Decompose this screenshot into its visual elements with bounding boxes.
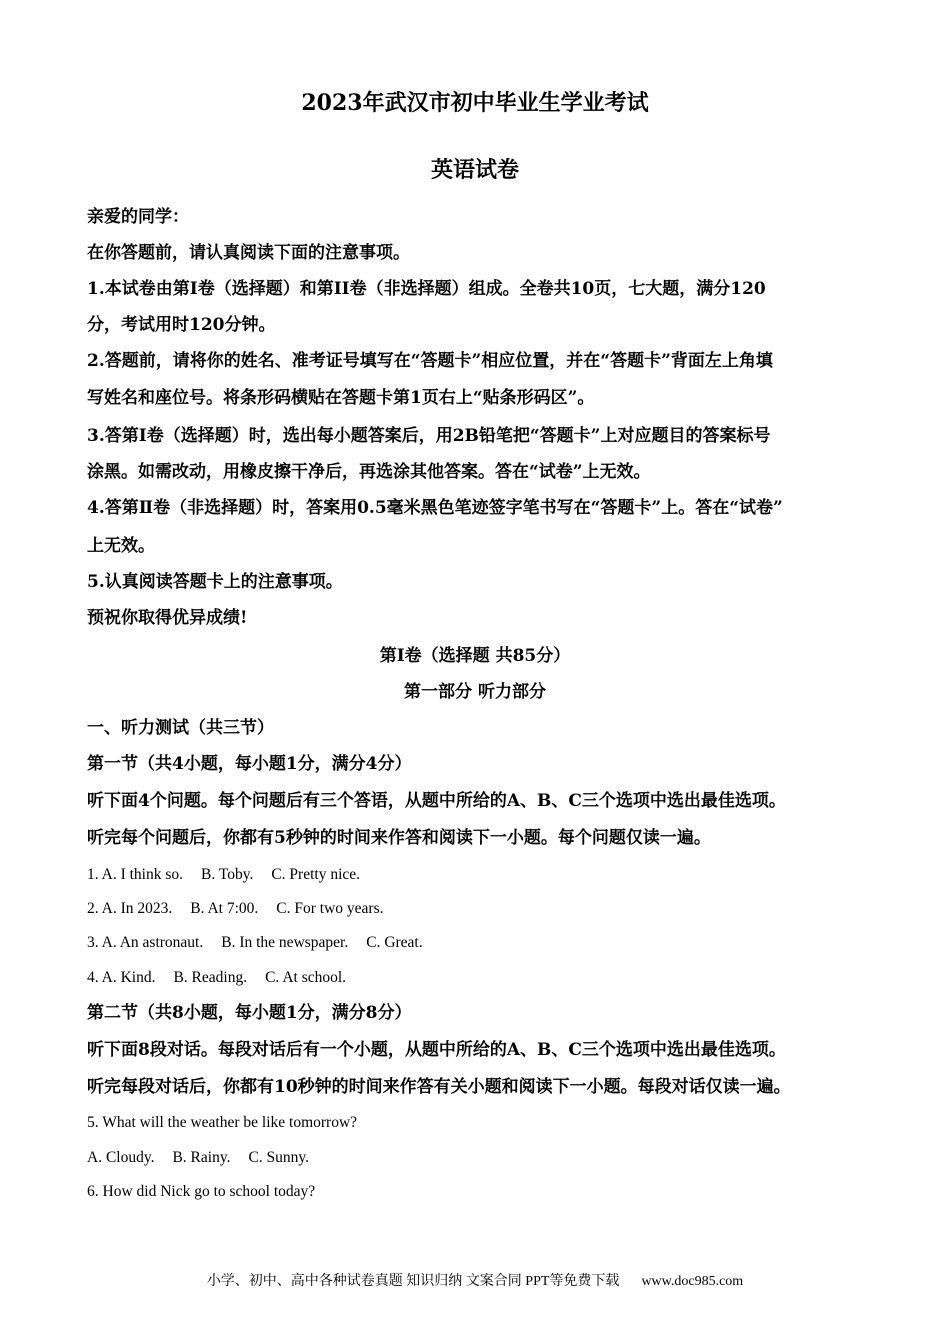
question-2 xyxy=(87,899,384,919)
question-4-option-b: B. Reading. xyxy=(173,969,248,986)
subsection-2-title: 第二节（共8小题，每小题1分，满分8分） xyxy=(87,1003,412,1023)
notice-item-3-cont: 涂黑。如需改动，用橡皮擦干净后，再选涂其他答案。答在“试卷”上无效。 xyxy=(87,462,651,482)
question-5-options xyxy=(87,1148,309,1168)
notice-item-2-cont: 写姓名和座位号。将条形码横贴在答题卡第1页右上“贴条形码区”。 xyxy=(87,388,595,408)
footer-text: 小学、初中、高中各种试卷真题 知识归纳 文案合同 PPT等免费下载 xyxy=(206,1274,620,1289)
volume-heading: 第Ⅰ卷（选择题 共85分） xyxy=(379,646,571,666)
subsection-2-instructions: 听下面8段对话。每段对话后有一个小题，从题中所给的A、B、C三个选项中选出最佳选项。 xyxy=(87,1040,786,1060)
question-1-option-b: B. Toby. xyxy=(201,866,254,883)
question-4-option-a: 4. A. Kind. xyxy=(87,969,156,986)
subsection-1-title: 第一节（共4小题，每小题1分，满分4分） xyxy=(87,754,412,774)
question-3-option-c: C. Great. xyxy=(366,934,423,951)
notice-greeting: 亲爱的同学： xyxy=(87,207,189,227)
exam-title: 2023年武汉市初中毕业生学业考试 xyxy=(301,90,649,116)
notice-item-4: 4.答第Ⅱ卷（非选择题）时，答案用0.5毫米黑色笔迹签字笔书写在“答题卡”上。答在“试卷” xyxy=(87,498,783,518)
subsection-1-instructions-cont: 听完每个问题后，你都有5秒钟的时间来作答和阅读下一小题。每个问题仅读一遍。 xyxy=(87,828,711,848)
notice-item-1: 1.本试卷由第Ⅰ卷（选择题）和第II卷（非选择题）组成。全卷共10页，七大题，满分120 xyxy=(87,279,766,299)
question-5-option-b: B. Rainy. xyxy=(172,1149,231,1166)
notice-item-1-cont: 分，考试用时120分钟。 xyxy=(87,315,276,335)
notice-item-3: 3.答第Ⅰ卷（选择题）时，选出每小题答案后，用2B铅笔把“答题卡”上对应题目的答案标号 xyxy=(87,426,771,446)
footer-url[interactable]: www.doc985.com xyxy=(641,1274,744,1289)
section-title: 一、听力测试（共三节） xyxy=(87,718,274,738)
question-4-option-c: C. At school. xyxy=(265,969,347,986)
question-5-option-a: A. Cloudy. xyxy=(87,1149,155,1166)
notice-item-2: 2.答题前，请将你的姓名、准考证号填写在“答题卡”相应位置，并在“答题卡”背面左上角填 xyxy=(87,351,773,371)
question-3-option-b: B. In the newspaper. xyxy=(221,934,349,951)
question-3 xyxy=(87,933,423,953)
subsection-1-instructions: 听下面4个问题。每个问题后有三个答语，从题中所给的A、B、C三个选项中选出最佳选项。 xyxy=(87,791,786,811)
question-1-option-c: C. Pretty nice. xyxy=(271,866,361,883)
question-6: 6. How did Nick go to school today? xyxy=(87,1183,316,1200)
notice-intro: 在你答题前，请认真阅读下面的注意事项。 xyxy=(87,243,410,263)
question-2-option-b: B. At 7:00. xyxy=(190,900,259,917)
question-2-option-c: C. For two years. xyxy=(276,900,384,917)
question-5: 5. What will the weather be like tomorrow? xyxy=(87,1114,358,1131)
question-3-option-a: 3. A. An astronaut. xyxy=(87,934,204,951)
question-5-option-c: C. Sunny. xyxy=(248,1149,310,1166)
subsection-2-instructions-cont: 听完每段对话后，你都有10秒钟的时间来作答有关小题和阅读下一小题。每段对话仅读一遍。 xyxy=(87,1077,791,1097)
question-4 xyxy=(87,968,346,988)
notice-wish: 预祝你取得优异成绩! xyxy=(87,608,248,628)
notice-item-5: 5.认真阅读答题卡上的注意事项。 xyxy=(87,572,343,592)
question-2-option-a: 2. A. In 2023. xyxy=(87,900,173,917)
question-1-option-a: 1. A. I think so. xyxy=(87,866,184,883)
exam-subtitle: 英语试卷 xyxy=(430,157,519,183)
part-heading: 第一部分 听力部分 xyxy=(404,682,546,702)
page-footer xyxy=(0,1270,950,1290)
notice-item-4-cont: 上无效。 xyxy=(87,536,155,556)
question-1 xyxy=(87,865,360,885)
